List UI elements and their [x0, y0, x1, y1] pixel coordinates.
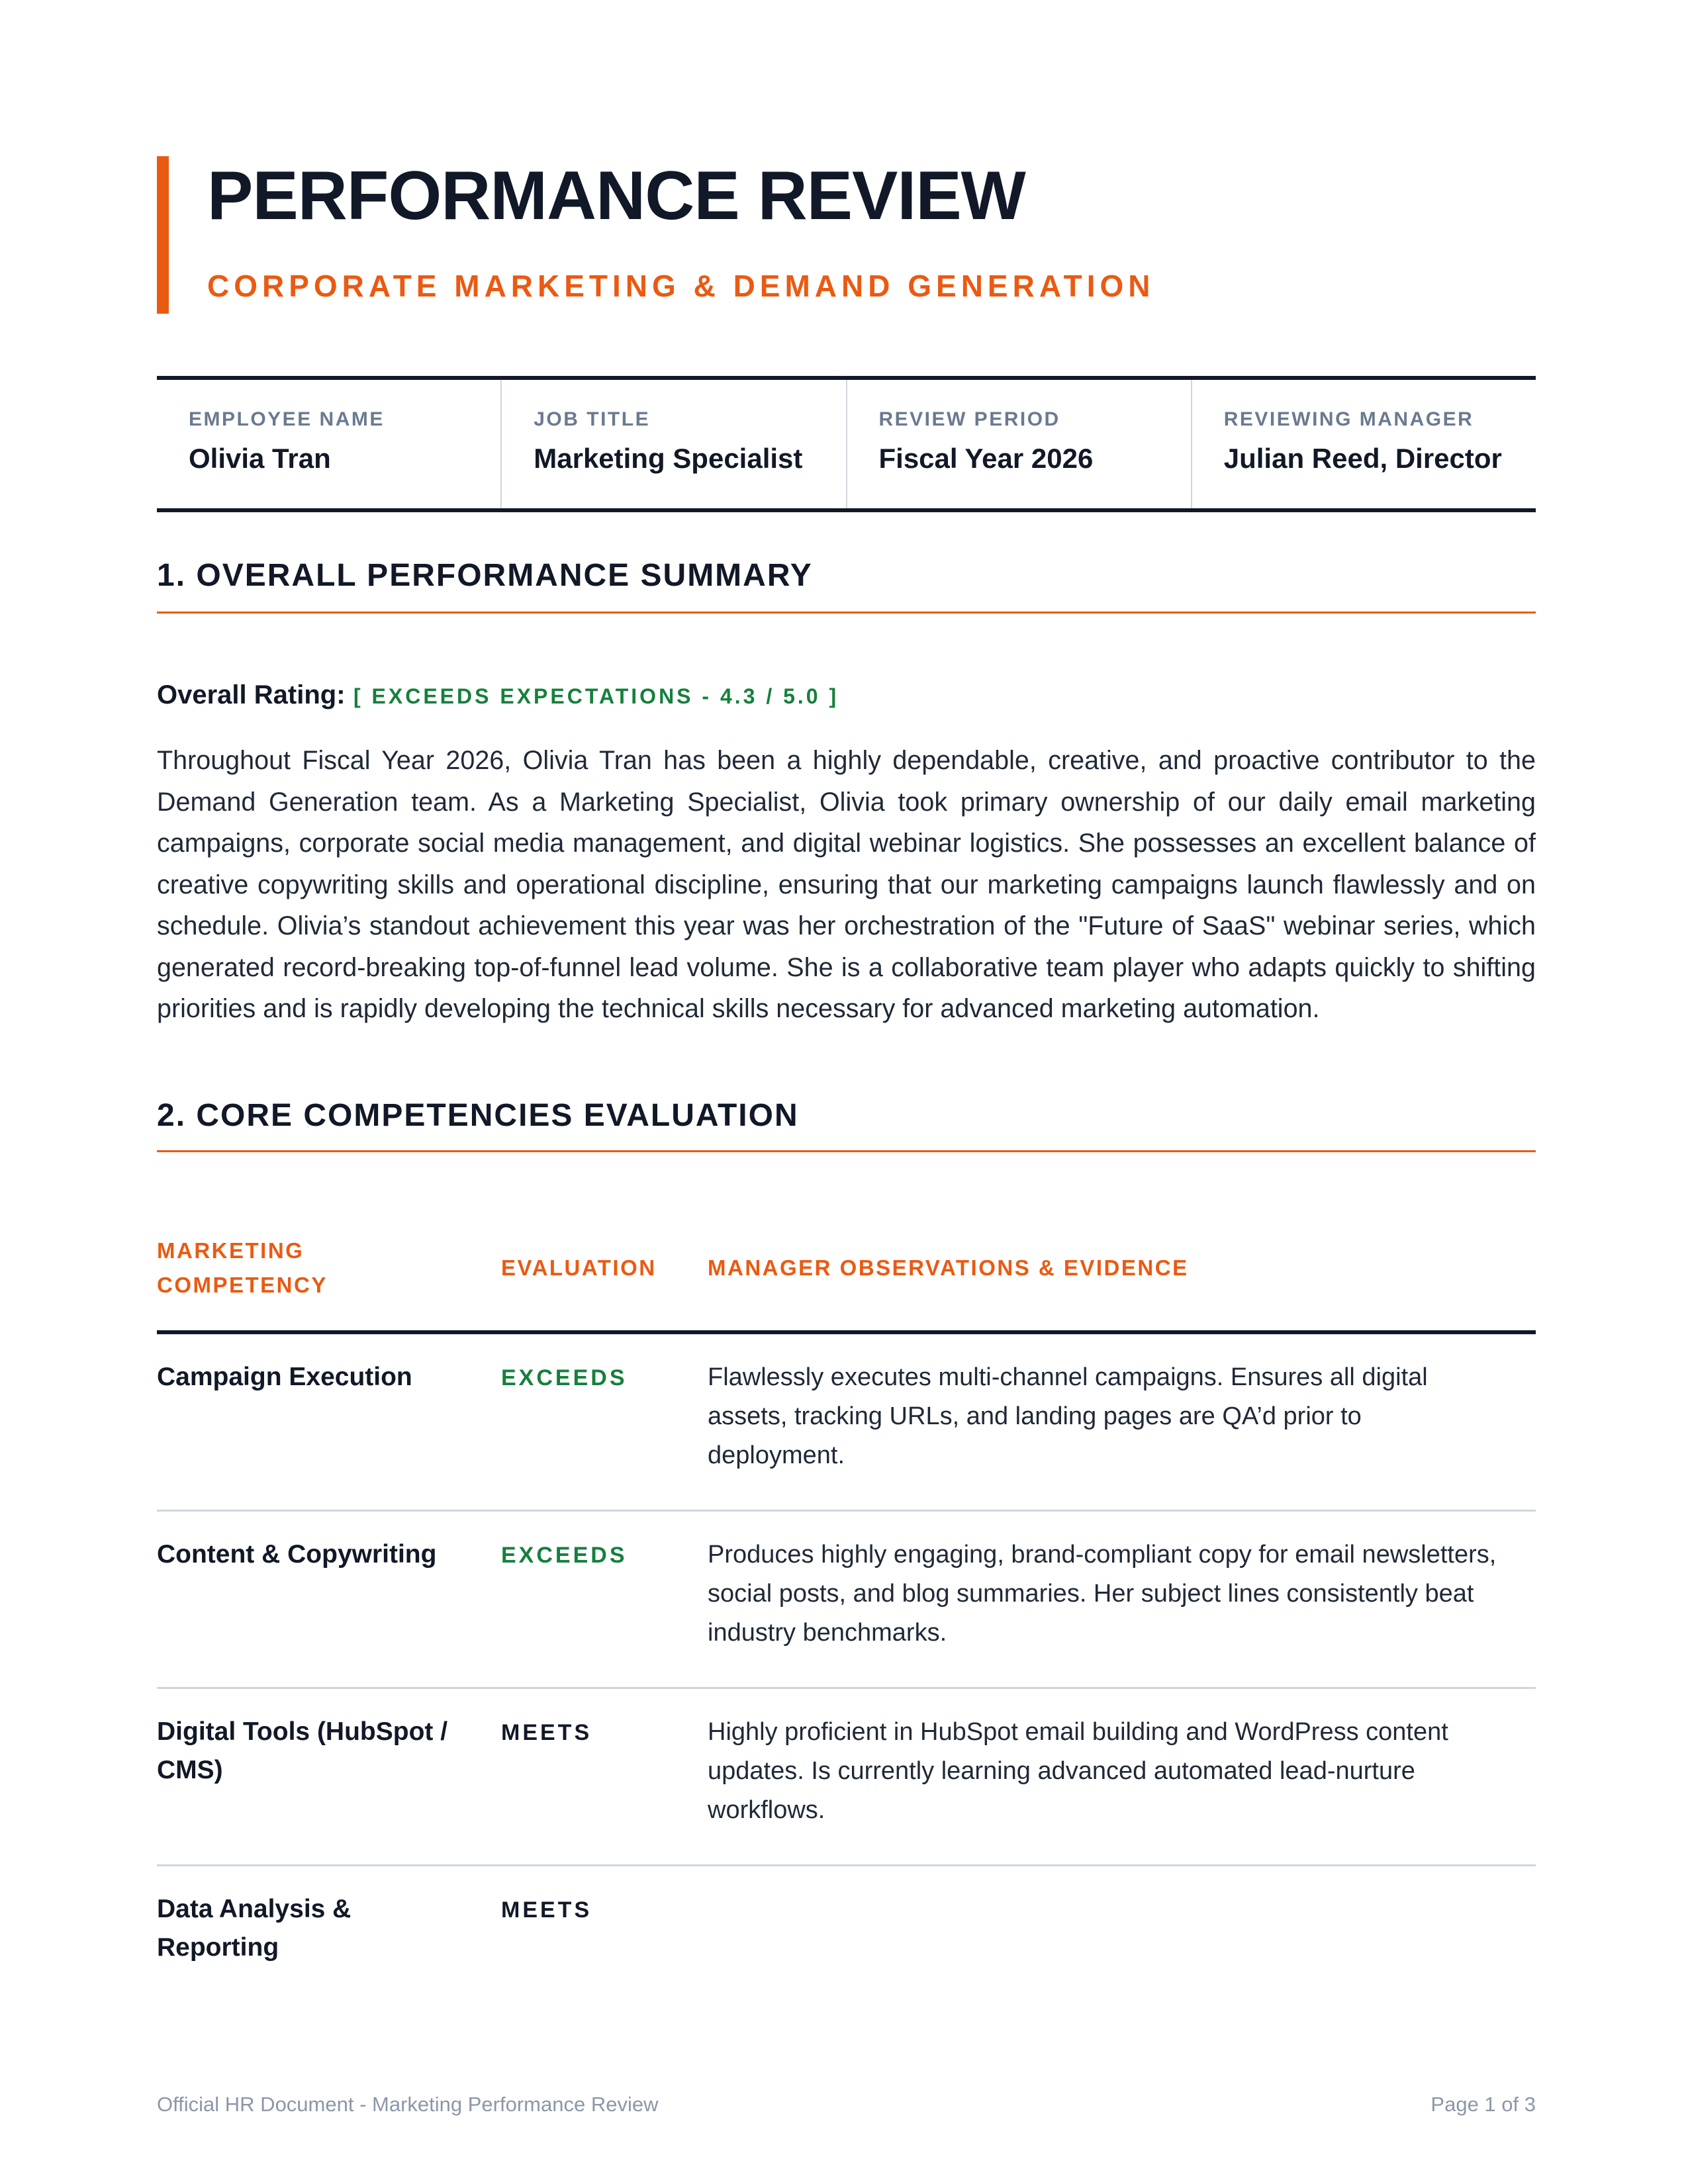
table-row: [157, 1512, 1536, 1689]
evaluation-badge: EXCEEDS: [501, 1543, 628, 1568]
column-header-competency: MARKETING COMPETENCY: [157, 1238, 328, 1297]
footer-document-label: Official HR Document - Marketing Performance Review: [157, 2093, 659, 2116]
competency-name: Campaign Execution: [157, 1363, 412, 1391]
info-reviewing-manager: [1191, 380, 1536, 508]
evaluation-badge: EXCEEDS: [501, 1365, 628, 1390]
info-review-period: [846, 380, 1191, 508]
document-header: [157, 156, 1536, 314]
observation-text: Flawlessly executes multi-channel campaigns. Ensures all digital assets, tracking URLs, and landing pages are QA’d prior to deployment.: [708, 1363, 1428, 1469]
info-value: Julian Reed, Director: [1223, 443, 1502, 474]
table-header-row: [157, 1224, 1536, 1334]
info-label: REVIEW PERIOD: [878, 408, 1060, 430]
info-value: Marketing Specialist: [534, 443, 803, 474]
competency-name: Digital Tools (HubSpot / CMS): [157, 1717, 448, 1784]
rating-value: [ EXCEEDS EXPECTATIONS - 4.3 / 5.0 ]: [353, 684, 839, 708]
info-label: EMPLOYEE NAME: [189, 408, 385, 430]
section-divider: [157, 1150, 1536, 1152]
info-employee-name: [157, 380, 500, 508]
info-label: REVIEWING MANAGER: [1223, 408, 1474, 430]
column-header-evaluation: EVALUATION: [501, 1255, 657, 1280]
accent-bar: [157, 156, 169, 314]
evaluation-badge: MEETS: [501, 1897, 592, 1923]
info-value: Olivia Tran: [189, 443, 331, 474]
page-number: Page 1 of 3: [1430, 2093, 1536, 2116]
info-value: Fiscal Year 2026: [878, 443, 1094, 474]
employee-info-table: [157, 376, 1536, 512]
info-job-title: [500, 380, 845, 508]
document-subtitle: CORPORATE MARKETING & DEMAND GENERATION: [207, 269, 1155, 303]
document-title: PERFORMANCE REVIEW: [207, 158, 1025, 234]
table-row: [157, 1689, 1536, 1866]
summary-paragraph: Throughout Fiscal Year 2026, Olivia Tran has been a highly dependable, creative, and proactive contributor to the Demand Generation team. As a Marketing Specialist, Olivia took primary ownership of our daily email marketing campaigns, corporate social media management, and digital webinar logistics. She possesses an excellent balance of creative copywriting skills and operational discipline, ensuring that our marketing campaigns launch flawlessly and on schedule. Olivia’s standout achievement this year was her orchestration of the "Future of SaaS" webinar series, which generated record-breaking top-of-funnel lead volume. She is a collaborative team player who adapts quickly to shifting priorities and is rapidly developing the technical skills necessary for advanced marketing automation.: [157, 746, 1536, 1023]
section-title-competencies: 2. CORE COMPETENCIES EVALUATION: [157, 1098, 799, 1133]
section-divider: [157, 612, 1536, 614]
observation-text: Highly proficient in HubSpot email building and WordPress content updates. Is currently learning advanced automated lead-nurture workflows.: [708, 1718, 1448, 1824]
competency-name: Data Analysis & Reporting: [157, 1895, 352, 1962]
competencies-table: [157, 1224, 1536, 2044]
section-title-summary: 1. OVERALL PERFORMANCE SUMMARY: [157, 558, 813, 593]
table-row: [157, 1334, 1536, 1512]
evaluation-badge: MEETS: [501, 1720, 592, 1745]
competency-name: Content & Copywriting: [157, 1540, 437, 1569]
rating-label: Overall Rating:: [157, 680, 346, 709]
overall-rating: [157, 676, 839, 719]
info-label: JOB TITLE: [534, 408, 651, 430]
column-header-observations: MANAGER OBSERVATIONS & EVIDENCE: [708, 1255, 1189, 1280]
table-row: [157, 1866, 1536, 2044]
observation-text: Produces highly engaging, brand-compliant copy for email newsletters, social posts, and blog summaries. Her subject lines consistently beat industry benchmarks.: [708, 1541, 1497, 1647]
